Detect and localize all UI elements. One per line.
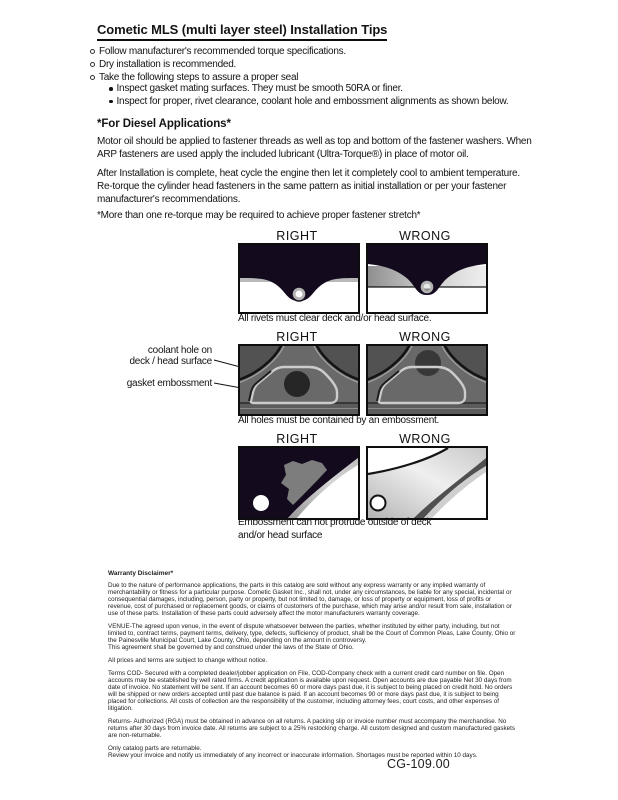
row1-caption: All rivets must clear deck and/or head surface.: [238, 313, 432, 324]
tips-sub-bullet-list: [109, 83, 549, 108]
rivet-right-diagram: [238, 243, 360, 314]
embossment-inside-illustration: [240, 448, 358, 518]
disclaimer-paragraph: Only catalog parts are returnable.: [108, 745, 202, 752]
row3-right-label: RIGHT: [276, 432, 318, 446]
hole-uncontained-illustration: [368, 346, 486, 414]
diesel-paragraph-3: *More than one re-torque may be required to achieve proper fastener stretch*: [97, 210, 421, 221]
row2-caption: All holes must be contained by an embossment.: [238, 415, 440, 426]
list-item: [109, 96, 549, 109]
list-item: [90, 58, 540, 71]
row3-wrong-label: WRONG: [399, 432, 451, 446]
dot-bullet-icon: [109, 100, 113, 104]
row3-caption: Embossment can not protrude outside of deck and/or head surface: [238, 517, 432, 541]
list-item: [90, 45, 540, 58]
circle-bullet-icon: [90, 75, 95, 80]
disclaimer-paragraph: Review your invoice and notify us immediately of any incorrect or inaccurate information. Shortages must be reported within 10 days.: [108, 752, 478, 759]
embossment-wrong-diagram: [366, 446, 488, 520]
page-title: Cometic MLS (multi layer steel) Installation Tips: [97, 22, 387, 41]
disclaimer-paragraph: This agreement shall be governed by and construed under the laws of the State of Ohio.: [108, 644, 354, 651]
disclaimer-heading: Warranty Disclaimer*: [108, 570, 174, 577]
warranty-disclaimer: [108, 570, 516, 765]
coolant-hole-annotation: coolant hole on deck / head surface: [129, 345, 212, 367]
diesel-heading: *For Diesel Applications*: [97, 118, 231, 130]
diesel-paragraph-2: After Installation is complete, heat cycle the engine then let it completely cool to ambient temperature. Re-torque the cylinder head fasteners in the same pattern as initial installation or per your fastener manufacturer's recommendations.: [97, 168, 520, 205]
bullet-text: Inspect for proper, rivet clearance, coolant hole and embossment alignments as shown below.: [116, 95, 509, 107]
bullet-text: Take the following steps to assure a proper seal: [99, 72, 299, 83]
embossment-right-diagram: [238, 446, 360, 520]
rivet-clear-illustration: [240, 245, 358, 312]
page-number: CG-109.00: [387, 757, 450, 771]
disclaimer-paragraph: Terms COD- Secured with a completed dealer/jobber application on File, COD-Company check with a current credit card number on file. Open accounts may be established by well rated firms. A credit application is available upon request. Open accounts are due payable Net 30 days from date of invoice. No statement will be sent. If an account becomes 60 or more days past due, it is subject to being placed on credit hold. No orders will be shipped or new orders accepted until past due balance is paid. If an account becomes 90 or more days past due, it is subject to being placed for collections. All costs of collection are the responsibility of the customer, including attorney fees, court costs, and other expenses of litigation.: [108, 670, 513, 712]
bullet-text: Dry installation is recommended.: [99, 59, 237, 70]
disclaimer-paragraph: Returns- Authorized (RGA) must be obtained in advance on all returns. A packing slip or invoice number must accompany the merchandise. No returns after 30 days from invoice date. All returns are subject to a 25% restocking charge. All custom designed and custom manufactured gaskets are non-returnable.: [108, 718, 516, 739]
row1-wrong-label: WRONG: [399, 229, 451, 243]
embossment-protruding-illustration: [368, 448, 486, 518]
rivet-interfere-illustration: [368, 245, 486, 312]
circle-bullet-icon: [90, 62, 95, 67]
disclaimer-paragraph: All prices and terms are subject to change without notice.: [108, 657, 268, 664]
coolant-hole-right-diagram: [238, 344, 360, 416]
tips-bullet-list: [90, 45, 540, 84]
list-item: [109, 83, 549, 96]
disclaimer-paragraph: VENUE-The agreed upon venue, in the event of dispute whatsoever between the parties, whether instituted by either party, including, but not limited to, contract terms, payment terms, delivery, type, defects, sufficiency of product, shall be the Court of Common Pleas, Lake County, Ohio or the Painesville Municipal Court, Lake County, Ohio, depending on the amount in controversy.: [108, 623, 516, 644]
gasket-embossment-annotation: gasket embossment: [126, 378, 212, 389]
bullet-text: Follow manufacturer's recommended torque specifications.: [99, 46, 346, 57]
row2-wrong-label: WRONG: [399, 330, 451, 344]
row2-right-label: RIGHT: [276, 330, 318, 344]
coolant-hole-wrong-diagram: [366, 344, 488, 416]
row1-right-label: RIGHT: [276, 229, 318, 243]
hole-contained-illustration: [240, 346, 358, 414]
bullet-text: Inspect gasket mating surfaces. They must be smooth 50RA or finer.: [116, 83, 403, 94]
diesel-paragraph-1: Motor oil should be applied to fastener threads as well as top and bottom of the fastener washers. When ARP fasteners are used apply the included lubricant (Ultra-Torque®) in place of motor oil.: [97, 136, 532, 160]
disclaimer-paragraph: Due to the nature of performance applications, the parts in this catalog are sold without any express warranty or any implied warranty of merchantability or fitness for a particular purpose. Cometic Gasket Inc., shall not, under any circumstances, be liable for any special, incidental or consequential damages, including, person, party or property, but not limited to, damage, or loss of property or equipment, loss of profits or revenue, cost of purchased or replacement goods, or claims of customers of the purchase, which may arise and/or result from sale, installation or use of these parts. Installation of these parts could adversely affect the motor manufacturers warranty coverage.: [108, 582, 512, 617]
circle-bullet-icon: [90, 49, 95, 54]
rivet-wrong-diagram: [366, 243, 488, 314]
dot-bullet-icon: [109, 87, 113, 91]
